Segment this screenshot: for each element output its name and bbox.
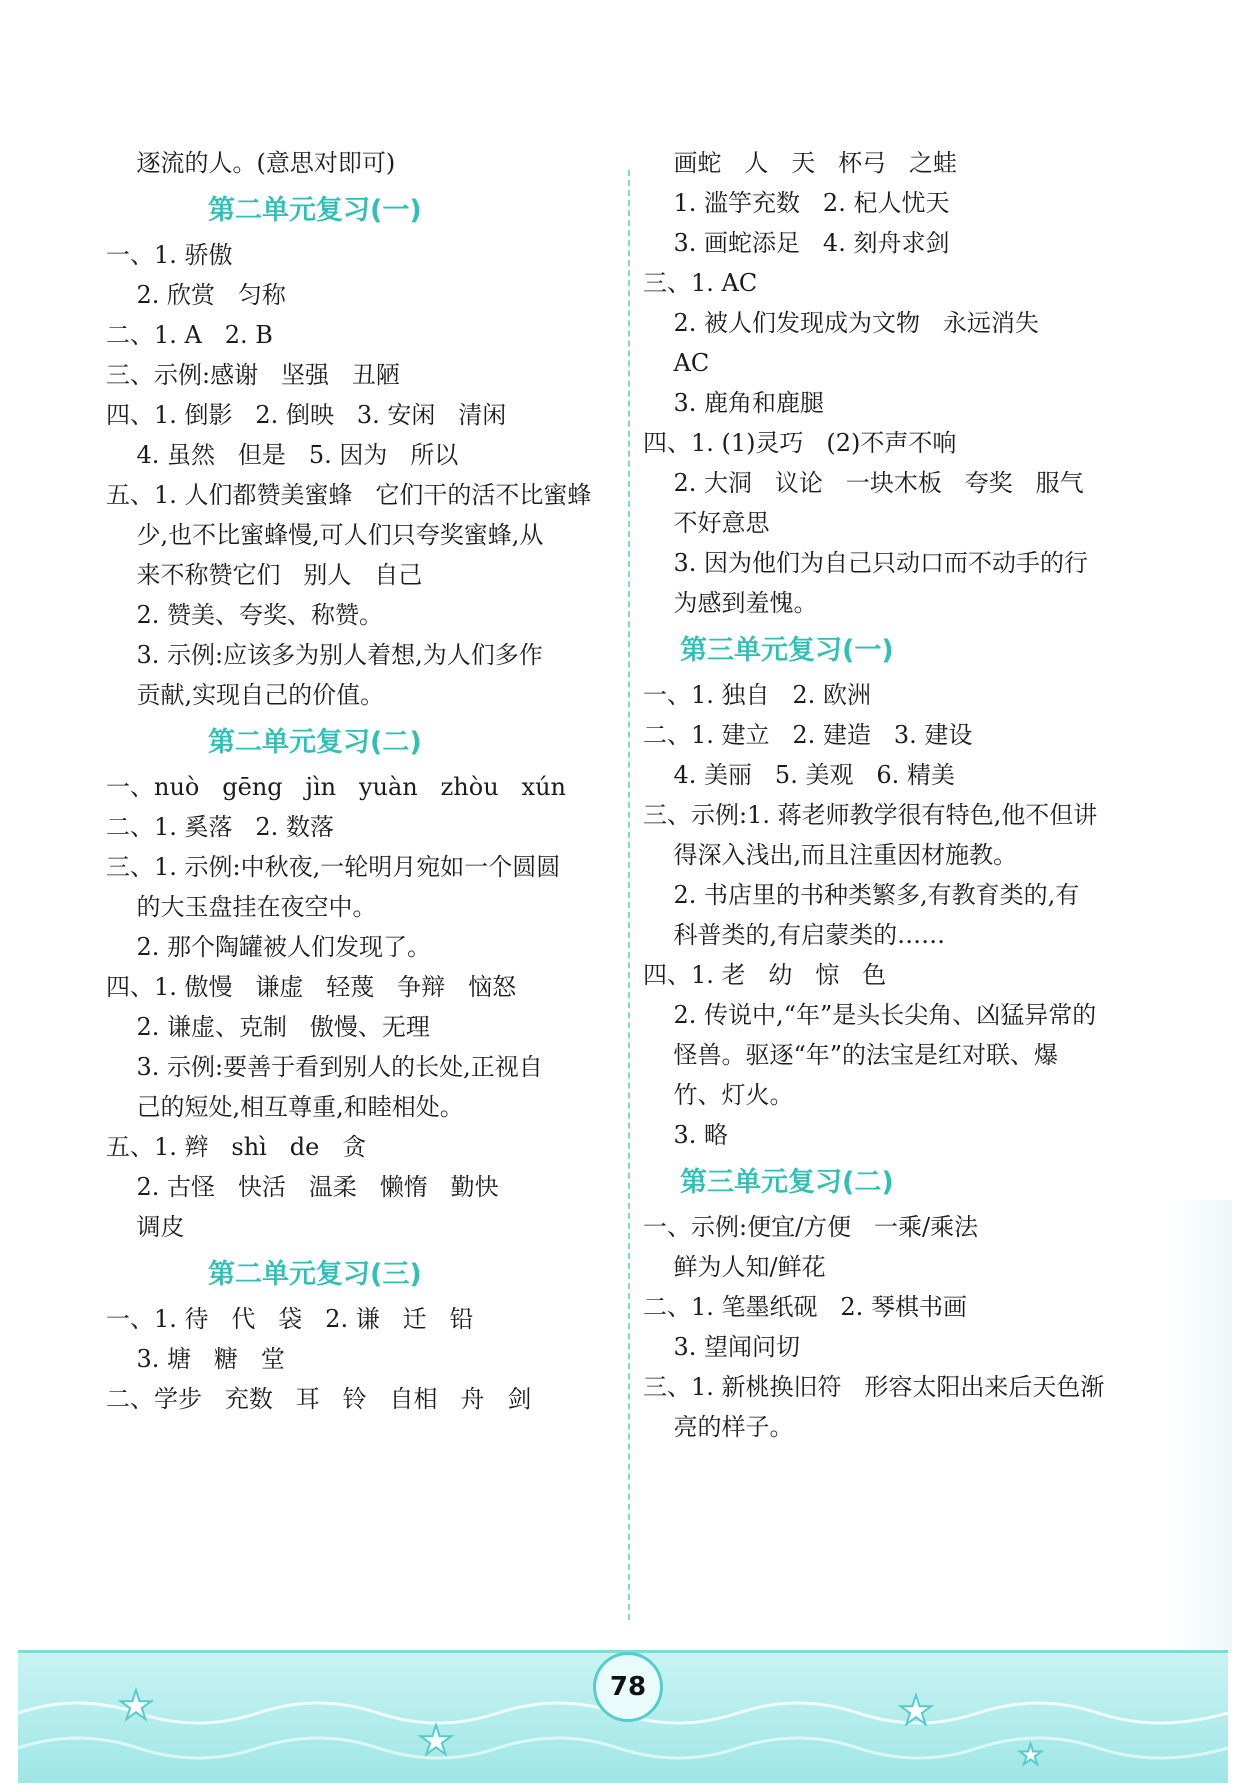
answer-line: 为感到羞愧。 [643,589,818,617]
answer-line: 3. 因为他们为自己只动口而不动手的行 [643,549,1089,577]
answer-line: 一、示例:便宜/方便 一乘/乘法 [643,1213,979,1241]
answer-line: 来不称赞它们 别人 自己 [106,561,423,589]
section-heading: 第三单元复习(二) [680,1167,894,1198]
answer-line: 2. 欣赏 匀称 [106,281,286,309]
answer-line: 4. 美丽 5. 美观 6. 精美 [643,761,955,789]
answer-line: 2. 那个陶罐被人们发现了。 [106,933,432,961]
answer-line: 一、nuò gēng jìn yuàn zhòu xún [106,773,566,801]
answer-line: 1. 滥竽充数 2. 杞人忧天 [643,189,950,217]
answer-line: 四、1. 傲慢 谦虚 轻蔑 争辩 恼怒 [106,973,517,1001]
answer-line: 2. 赞美、夸奖、称赞。 [106,601,384,629]
answer-line: 鲜为人知/鲜花 [643,1253,826,1281]
answer-line: 2. 被人们发现成为文物 永远消失 [643,309,1039,337]
answer-line: 3. 略 [643,1121,729,1149]
answer-line: 3. 塘 糖 堂 [106,1345,285,1373]
star-icon: ★ [118,1683,154,1729]
answer-line: 五、1. 人们都赞美蜜蜂 它们干的活不比蜜蜂 [106,481,592,509]
page-edge-shade [1170,1200,1232,1650]
answer-line: 一、1. 独自 2. 欧洲 [643,681,871,709]
section-heading: 第二单元复习(二) [208,727,422,758]
column-divider [628,170,630,1620]
answer-line: 3. 画蛇添足 4. 刻舟求剑 [643,229,950,257]
answer-line: 三、1. 新桃换旧符 形容太阳出来后天色渐 [643,1373,1105,1401]
answer-line: 四、1. (1)灵巧 (2)不声不响 [643,429,957,457]
answer-line: 一、1. 骄傲 [106,241,233,269]
answer-line: 画蛇 人 天 杯弓 之蛙 [643,149,958,177]
answer-line: 己的短处,相互尊重,和睦相处。 [106,1093,464,1121]
star-icon: ★ [1018,1738,1044,1771]
answer-line: 少,也不比蜜蜂慢,可人们只夸奖蜜蜂,从 [106,521,544,549]
star-icon: ★ [898,1688,934,1734]
answer-line: 2. 大洞 议论 一块木板 夸奖 服气 [643,469,1084,497]
answer-line: 2. 谦虚、克制 傲慢、无理 [106,1013,430,1041]
answer-line: 三、1. AC [643,269,758,297]
section-heading: 第二单元复习(三) [208,1259,422,1290]
answer-line: 二、1. 奚落 2. 数落 [106,813,334,841]
answer-line: AC [643,349,710,377]
answer-line: 三、示例:1. 蒋老师教学很有特色,他不但讲 [643,801,1098,829]
answer-line: 三、1. 示例:中秋夜,一轮明月宛如一个圆圆 [106,853,561,881]
answer-line: 竹、灯火。 [643,1081,794,1109]
answer-line: 的大玉盘挂在夜空中。 [106,893,377,921]
answer-line: 科普类的,有启蒙类的…… [643,921,946,949]
answer-line: 3. 示例:应该多为别人着想,为人们多作 [106,641,543,669]
page-number: 78 [593,1652,663,1722]
answer-line: 二、学步 充数 耳 铃 自相 舟 剑 [106,1385,532,1413]
answer-line: 四、1. 倒影 2. 倒映 3. 安闲 清闲 [106,401,507,429]
answer-line: 4. 虽然 但是 5. 因为 所以 [106,441,459,469]
answer-line: 逐流的人。(意思对即可) [106,149,396,177]
answer-line: 3. 示例:要善于看到别人的长处,正视自 [106,1053,543,1081]
answer-line: 亮的样子。 [643,1413,794,1441]
answer-line: 不好意思 [643,509,770,537]
answer-line: 五、1. 辫 shì de 贪 [106,1133,367,1161]
answer-line: 2. 书店里的书种类繁多,有教育类的,有 [643,881,1080,909]
section-heading: 第三单元复习(一) [680,635,894,666]
answer-line: 二、1. A 2. B [106,321,273,349]
answer-line: 得深入浅出,而且注重因材施教。 [643,841,1018,869]
answer-line: 3. 望闻问切 [643,1333,801,1361]
answer-line: 3. 鹿角和鹿腿 [643,389,825,417]
answer-line: 怪兽。驱逐“年”的法宝是红对联、爆 [643,1041,1059,1069]
section-heading: 第二单元复习(一) [208,195,422,226]
answer-line: 二、1. 笔墨纸砚 2. 琴棋书画 [643,1293,967,1321]
answer-line: 2. 古怪 快活 温柔 懒惰 勤快 [106,1173,499,1201]
answer-line: 一、1. 待 代 袋 2. 谦 迁 铅 [106,1305,474,1333]
answer-line: 贡献,实现自己的价值。 [106,681,385,709]
answer-line: 三、示例:感谢 坚强 丑陋 [106,361,400,389]
answer-line: 四、1. 老 幼 惊 色 [643,961,887,989]
answer-line: 调皮 [106,1213,185,1241]
star-icon: ★ [418,1718,454,1764]
answer-line: 二、1. 建立 2. 建造 3. 建设 [643,721,973,749]
answer-line: 2. 传说中,“年”是头长尖角、凶猛异常的 [643,1001,1097,1029]
